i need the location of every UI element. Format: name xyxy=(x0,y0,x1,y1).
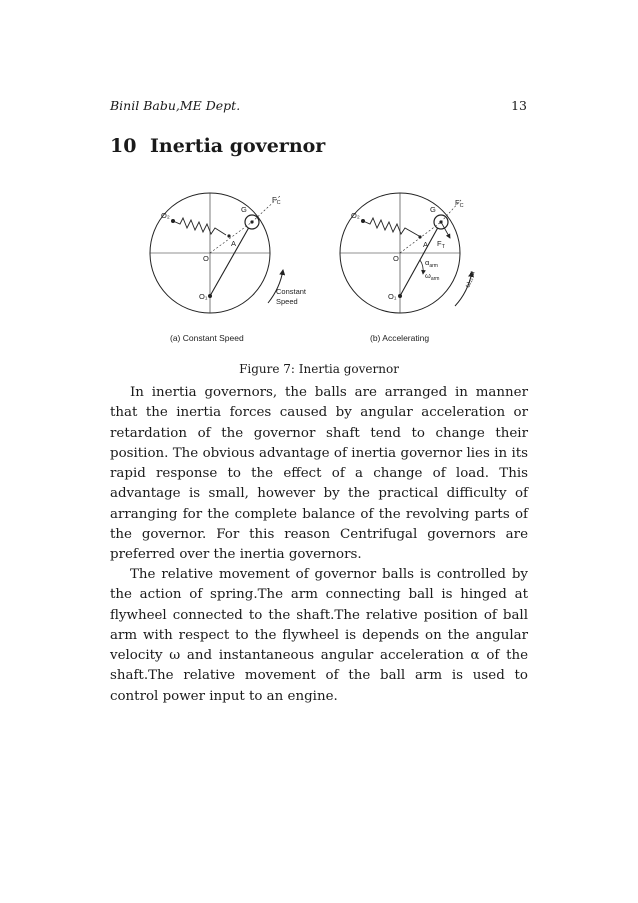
section-heading xyxy=(110,135,325,157)
paragraph-1 xyxy=(110,383,528,566)
label-g: G xyxy=(241,205,247,214)
paragraph-2 xyxy=(110,565,528,707)
figure-caption: Figure 7: Inertia governor xyxy=(239,362,399,376)
pivot-o1 xyxy=(208,294,212,298)
label-omega-arm: $\omega_{arm}$ xyxy=(425,271,440,282)
diagram-constant-speed xyxy=(150,193,307,343)
label-fc: $F_C$ xyxy=(272,195,281,206)
label-omega1-alpha: ω₁, α xyxy=(462,269,477,289)
label-fc: $F_C$ xyxy=(455,198,464,209)
label-speed: Speed xyxy=(276,297,298,306)
label-a: A xyxy=(423,240,429,249)
label-o: O xyxy=(203,254,209,263)
line-o-g xyxy=(210,222,252,253)
running-header-author: Binil Babu,ME Dept. xyxy=(110,98,241,113)
label-o1: O₁ xyxy=(199,292,208,301)
label-constant: Constant xyxy=(276,287,307,296)
diagram-accelerating xyxy=(340,193,477,343)
inertia-governor-figure xyxy=(140,188,490,348)
label-a: A xyxy=(231,239,237,248)
caption-accelerating: (b) Accelerating xyxy=(370,333,430,343)
label-alpha-arm: $\alpha_{arm}$ xyxy=(425,258,438,269)
point-a xyxy=(227,234,230,237)
paragraph-1-text: In inertia governors, the balls are arranged in manner that the inertia forces caused by angular acceleration or retardation of the governor shaft tend to change their position. The obvious advantage of inertia governor lies in its rapid response to the effect of a change of load. This advantage is small, however by the practical difficulty of arranging for the complete balance of the revolving parts of the governor. For this reason Centrifugal governors are preferred over the inertia governors. xyxy=(110,385,528,563)
spring xyxy=(363,218,419,236)
label-o2: O₂ xyxy=(351,211,360,220)
label-o1: O₁ xyxy=(388,292,397,301)
label-g: G xyxy=(430,205,436,214)
paragraph-2-text: The relative movement of governor balls is controlled by the action of spring.The arm connecting ball is hinged at flywheel connected to the shaft.The relative position of ball arm with respect to the flywheel is depends on the angular velocity ω and instantaneous angular acceleration α of the shaft.The relative movement of the ball arm is used to control power input to an engine. xyxy=(110,567,528,704)
ball-arm xyxy=(400,222,441,296)
spring xyxy=(173,218,226,235)
arm-acceleration-arrow xyxy=(420,260,423,274)
caption-constant-speed: (a) Constant Speed xyxy=(170,333,244,343)
ball-arm xyxy=(210,222,252,296)
pivot-o1 xyxy=(398,294,402,298)
section-title: Inertia governor xyxy=(150,135,326,157)
line-o-g xyxy=(400,222,441,253)
label-ft: $F_T$ xyxy=(437,239,445,250)
section-number: 10 xyxy=(110,135,137,157)
label-o: O xyxy=(393,254,399,263)
page-number: 13 xyxy=(511,98,527,113)
label-o2: O₂ xyxy=(161,211,170,220)
